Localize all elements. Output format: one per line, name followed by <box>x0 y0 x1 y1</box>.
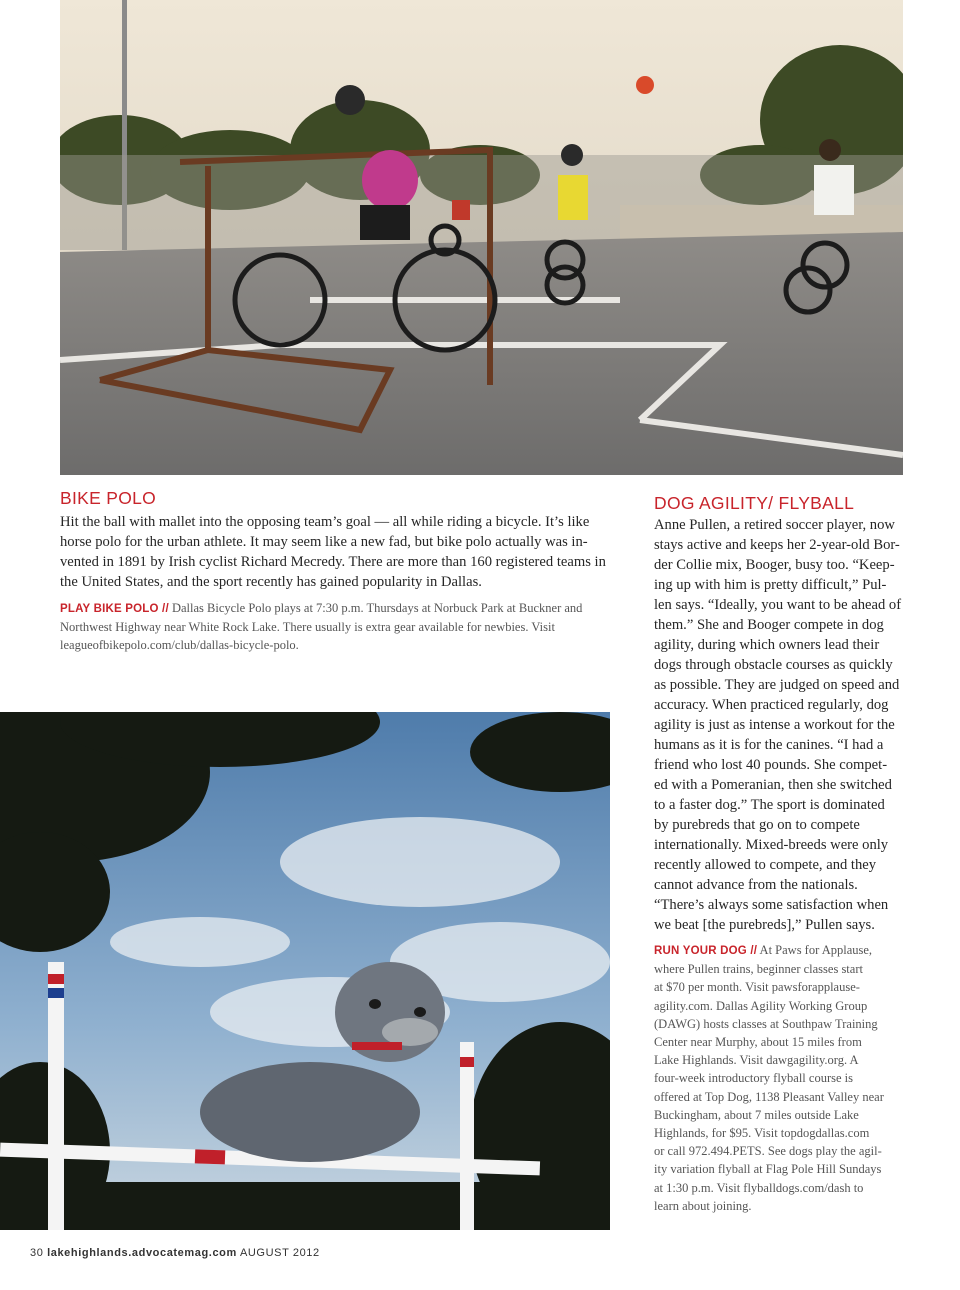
sidebar-line: where Pullen trains, beginner classes start <box>654 962 863 977</box>
sidebar-line: Lake Highlands. Visit dawgagility.org. A <box>654 1053 859 1068</box>
body-line: the United States, and the sport recently has gained popularity in Dallas. <box>60 574 482 590</box>
body-line: len says. “Ideally, you want to be ahead of <box>654 597 902 613</box>
body-line: agility is just as intense a workout for the <box>654 717 895 733</box>
bike-polo-sidebar <box>60 599 620 655</box>
sidebar-line: learn about joining. <box>654 1198 752 1213</box>
dog-agility-heading: DOG AGILITY/ FLYBALL <box>654 493 855 513</box>
body-line: them.” She and Booger compete in dog <box>654 617 884 633</box>
bike-polo-photo-illustration <box>60 0 903 475</box>
sidebar-line: agility.com. Dallas Agility Working Group <box>654 998 868 1013</box>
sidebar-line: four-week introductory flyball course is <box>654 1071 853 1086</box>
dog-agility-body <box>654 515 904 935</box>
body-line: internationally. Mixed-breeds were only <box>654 837 889 853</box>
sidebar-line: Highlands, for $95. Visit topdogdallas.com <box>654 1126 870 1141</box>
dog-agility-sidebar <box>654 941 904 1215</box>
body-line: to a faster dog.” The sport is dominated <box>654 797 885 813</box>
body-line: Anne Pullen, a retired soccer player, now <box>654 517 895 533</box>
sidebar-line: Northwest Highway near White Rock Lake. There usually is extra gear available for newbies. Visit <box>60 620 555 635</box>
body-line: recently allowed to compete, and they <box>654 857 877 873</box>
body-line: ed with a Pomeranian, then she switched <box>654 777 892 793</box>
bike-polo-body <box>60 512 620 592</box>
sidebar-line: Center near Murphy, about 15 miles from <box>654 1035 862 1050</box>
sidebar-line: ity variation flyball at Flag Pole Hill Sundays <box>654 1162 882 1177</box>
sidebar-line <box>60 599 620 618</box>
body-line: friend who lost 40 pounds. She compet- <box>654 757 888 773</box>
body-line: horse polo for the urban athlete. It may seem like a new fad, but bike polo actually was in- <box>60 534 588 550</box>
footer-site: lakehighlands.advocatemag.com <box>47 1247 237 1259</box>
body-line: stays active and keeps her 2-year-old Bor- <box>654 537 900 553</box>
page-number: 30 <box>30 1247 44 1259</box>
body-line: by purebreds that go on to compete <box>654 817 860 833</box>
dog-agility-photo <box>0 712 610 1230</box>
body-line: humans as it is for the canines. “I had a <box>654 737 884 753</box>
page-footer <box>30 1247 320 1259</box>
body-line: accuracy. When practiced regularly, dog <box>654 697 889 713</box>
sidebar-text: Dallas Bicycle Polo plays at 7:30 p.m. Thursdays at Norbuck Park at Buckner and <box>168 601 583 615</box>
body-line: we beat [the purebreds],” Pullen says. <box>654 917 875 933</box>
dog-agility-photo-illustration <box>0 712 610 1230</box>
body-line: der Collie mix, Booger, busy too. “Keep- <box>654 557 895 573</box>
sidebar-text: At Paws for Applause, <box>757 943 873 957</box>
body-line: vented in 1891 by Irish cyclist Richard Mecredy. There are more than 160 registered teams in <box>60 554 606 570</box>
play-bike-polo-label: PLAY BIKE POLO // <box>60 603 169 615</box>
body-line: ing up with him is pretty difficult,” Pul- <box>654 577 887 593</box>
sidebar-line: leagueofbikepolo.com/club/dallas-bicycle-polo. <box>60 638 299 653</box>
sidebar-line: (DAWG) hosts classes at Southpaw Training <box>654 1016 878 1031</box>
footer-issue: AUGUST 2012 <box>239 1247 320 1259</box>
sidebar-line: Buckingham, about 7 miles outside Lake <box>654 1107 859 1122</box>
sidebar-line: at 1:30 p.m. Visit flyballdogs.com/dash to <box>654 1180 864 1195</box>
body-line: as possible. They are judged on speed and <box>654 677 900 693</box>
sidebar-line <box>654 941 904 960</box>
bike-polo-photo <box>60 0 903 475</box>
sidebar-line: at $70 per month. Visit pawsforapplause- <box>654 980 860 995</box>
sidebar-line: or call 972.494.PETS. See dogs play the agil- <box>654 1144 882 1159</box>
body-line: Hit the ball with mallet into the opposing team’s goal — all while riding a bicycle. It’s like <box>60 514 590 530</box>
body-line: cannot advance from the nationals. <box>654 877 858 893</box>
bike-polo-heading: BIKE POLO <box>60 488 157 508</box>
body-line: agility, during which owners lead their <box>654 637 880 653</box>
body-line: “There’s always some satisfaction when <box>654 897 889 913</box>
sidebar-line: offered at Top Dog, 1138 Pleasant Valley near <box>654 1089 884 1104</box>
run-your-dog-label: RUN YOUR DOG // <box>654 945 758 957</box>
body-line: dogs through obstacle courses as quickly <box>654 657 893 673</box>
